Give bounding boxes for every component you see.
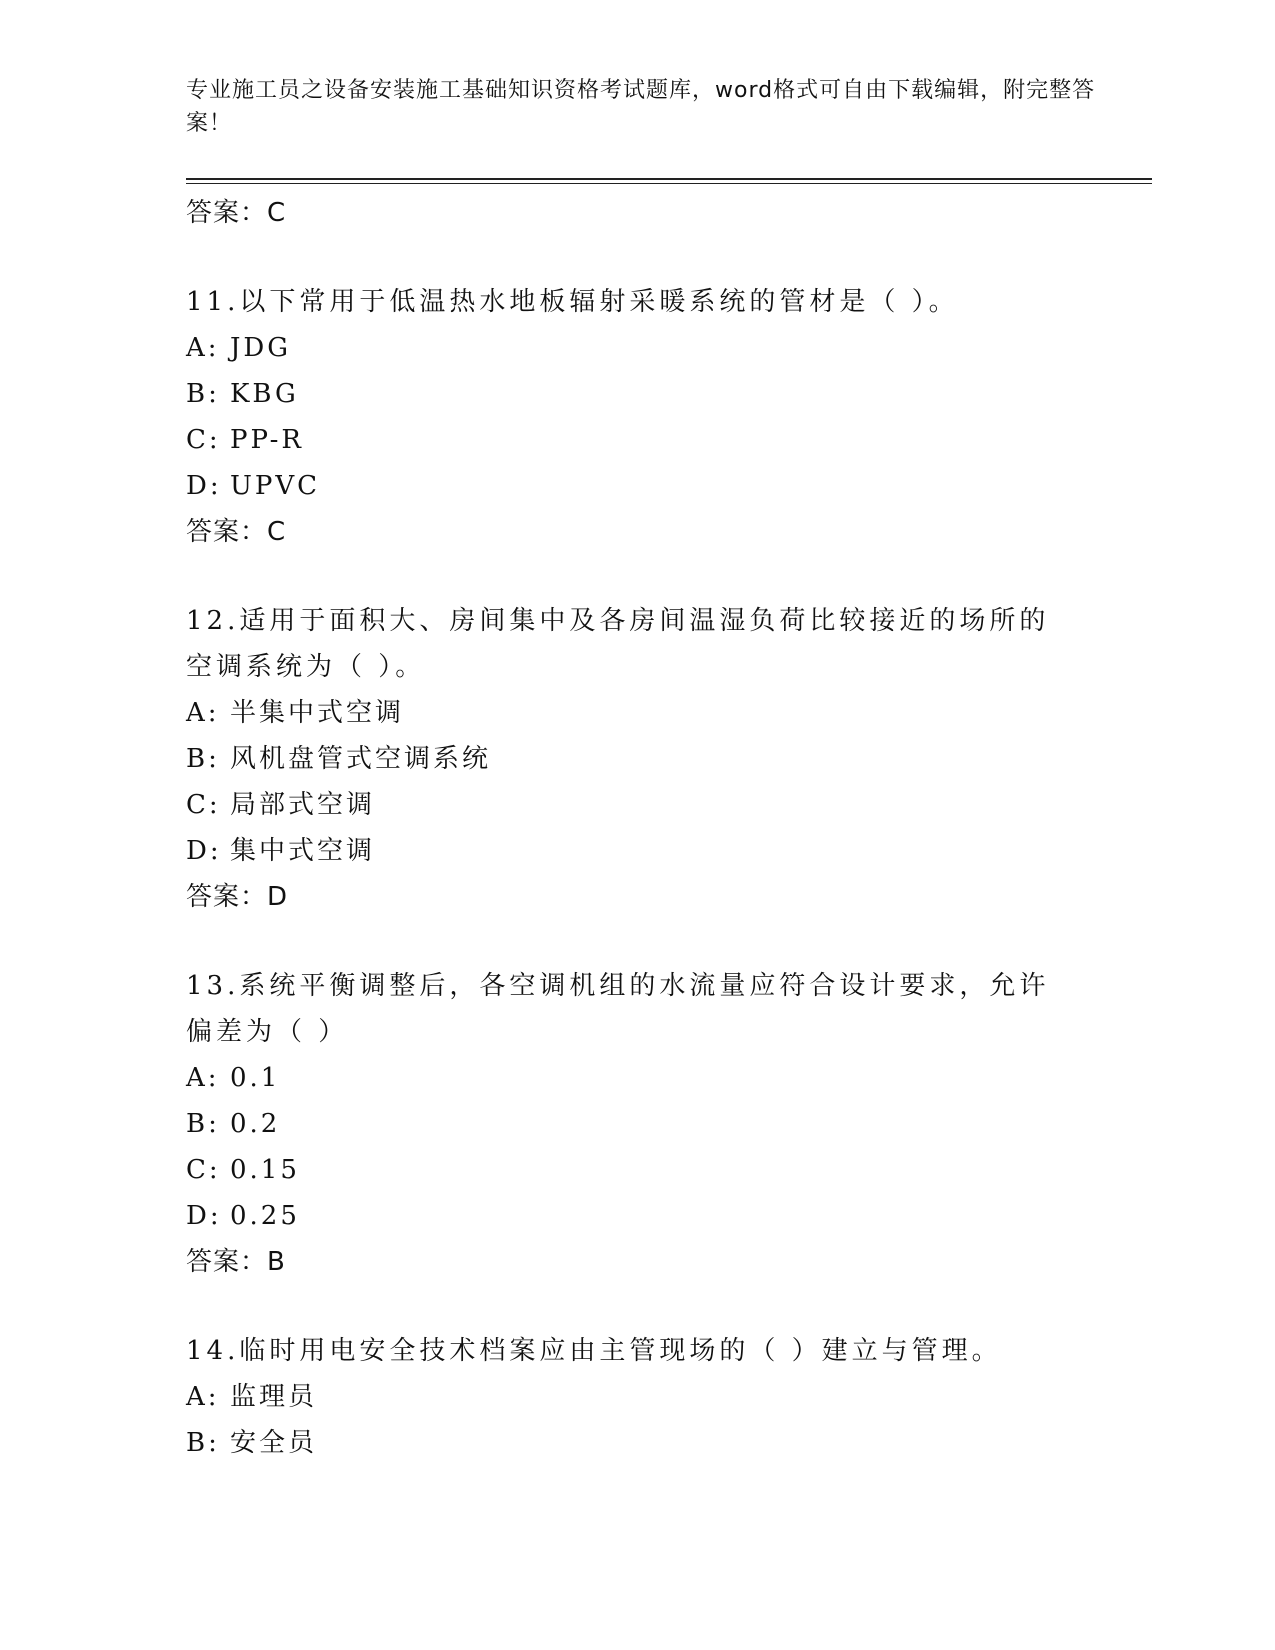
option-letter: B:: [186, 379, 220, 409]
option-a: [186, 1374, 1116, 1420]
option-letter: C:: [186, 1155, 221, 1185]
option-d: [186, 1193, 1116, 1239]
option-text: 集中式空调: [230, 836, 376, 866]
option-letter: A:: [186, 1063, 220, 1093]
option-d: [186, 463, 1116, 509]
option-text: KBG: [230, 379, 299, 409]
option-letter: D:: [186, 471, 222, 501]
option-text: 风机盘管式空调系统: [230, 744, 492, 774]
answer-line: 答案：C: [186, 198, 287, 228]
header-divider-thick: [186, 178, 1152, 180]
option-text: 0.15: [230, 1155, 300, 1185]
option-letter: B:: [186, 1428, 220, 1458]
option-text: 监理员: [230, 1382, 318, 1412]
option-text: PP-R: [230, 425, 304, 455]
option-text: 0.25: [230, 1201, 300, 1231]
option-letter: B:: [186, 1109, 220, 1139]
option-b: [186, 736, 1116, 782]
question-12: [186, 598, 1116, 920]
option-d: [186, 828, 1116, 874]
header-title: 专业施工员之设备安装施工基础知识资格考试题库，word格式可自由下载编辑，附完整答案！: [186, 78, 1096, 136]
option-b: [186, 1101, 1116, 1147]
option-b: [186, 371, 1116, 417]
question-14: [186, 1328, 1116, 1466]
option-c: [186, 417, 1116, 463]
header-divider-thin: [186, 183, 1152, 184]
question-11: [186, 279, 1116, 555]
option-letter: B:: [186, 744, 220, 774]
option-letter: D:: [186, 836, 222, 866]
option-text: 半集中式空调: [230, 698, 405, 728]
option-c: [186, 1147, 1116, 1193]
option-a: [186, 690, 1116, 736]
option-letter: C:: [186, 425, 221, 455]
answer-line: 答案：B: [186, 1247, 286, 1277]
option-letter: A:: [186, 333, 220, 363]
question-stem: 12.适用于面积大、房间集中及各房间温湿负荷比较接近的场所的空调系统为（ ）。: [186, 606, 1050, 682]
option-text: 0.1: [230, 1063, 281, 1093]
question-list: [186, 190, 1116, 1466]
option-a: [186, 1055, 1116, 1101]
option-letter: D:: [186, 1201, 222, 1231]
option-text: UPVC: [230, 471, 321, 501]
option-text: 安全员: [230, 1428, 318, 1458]
option-text: 局部式空调: [230, 790, 376, 820]
question-stem: 14.临时用电安全技术档案应由主管现场的（ ）建立与管理。: [186, 1336, 1002, 1366]
option-text: 0.2: [230, 1109, 281, 1139]
document-header: [186, 74, 1106, 140]
option-c: [186, 782, 1116, 828]
option-letter: A:: [186, 1382, 220, 1412]
option-text: JDG: [230, 333, 292, 363]
option-letter: C:: [186, 790, 221, 820]
option-letter: A:: [186, 698, 220, 728]
answer-line: 答案：D: [186, 882, 289, 912]
option-b: [186, 1420, 1116, 1466]
question-13: [186, 963, 1116, 1285]
question-stem: 13.系统平衡调整后，各空调机组的水流量应符合设计要求，允许偏差为（ ）: [186, 971, 1050, 1047]
answer-line: 答案：C: [186, 517, 287, 547]
option-a: [186, 325, 1116, 371]
question-stem: 11.以下常用于低温热水地板辐射采暖系统的管材是（ ）。: [186, 287, 959, 317]
